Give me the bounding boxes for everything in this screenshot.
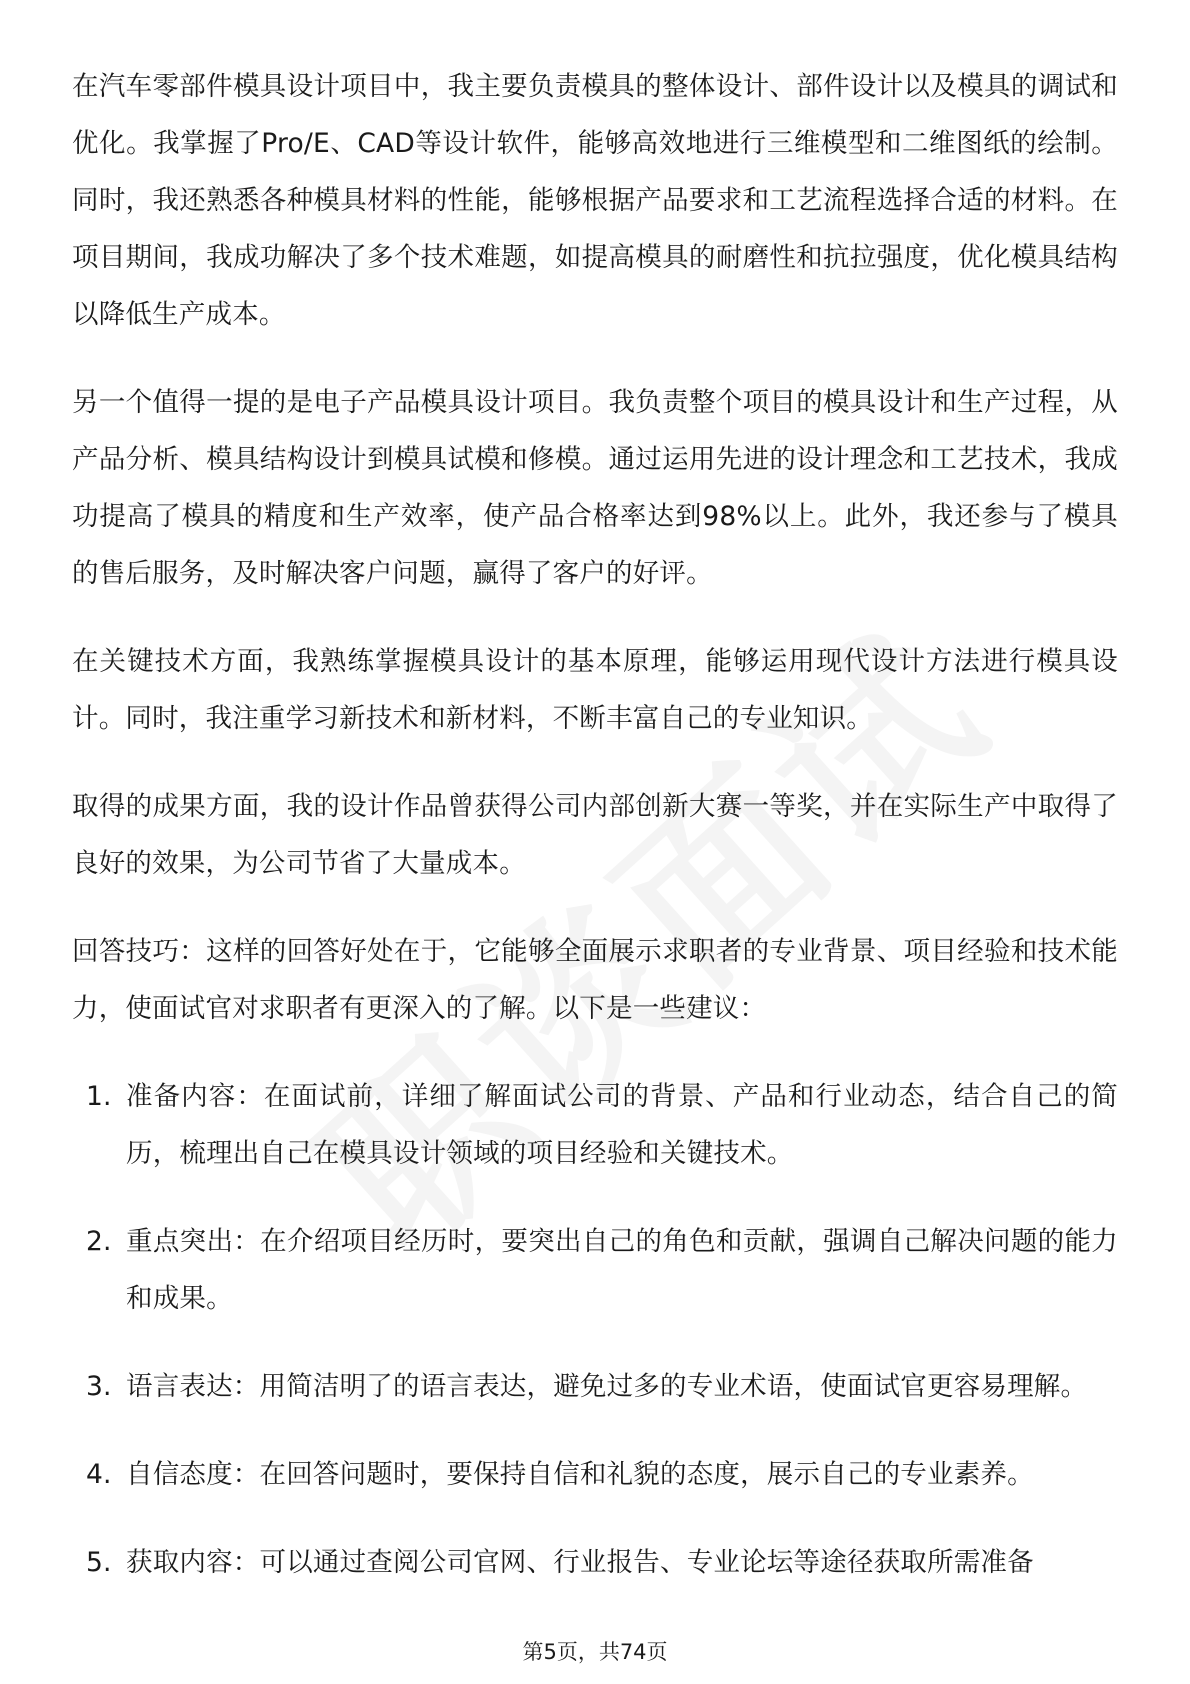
page-number-footer: 第5页，共74页 xyxy=(522,1640,668,1664)
list-item-text: 语言表达：用简洁明了的语言表达，避免过多的专业术语，使面试官更容易理解。 xyxy=(126,1371,1088,1402)
list-item-number: 1. xyxy=(86,1081,112,1112)
list-item xyxy=(72,1068,1118,1182)
list-item-text: 准备内容：在面试前，详细了解面试公司的背景、产品和行业动态，结合自己的简历，梳理出自己在模具设计领域的项目经验和关键技术。 xyxy=(126,1081,1118,1169)
paragraph-answer-tips: 回答技巧：这样的回答好处在于，它能够全面展示求职者的专业背景、项目经验和技术能力，使面试官对求职者有更深入的了解。以下是一些建议： xyxy=(72,936,1118,1024)
page-content xyxy=(72,58,1118,1622)
paragraph-key-technology: 在关键技术方面，我熟练掌握模具设计的基本原理，能够运用现代设计方法进行模具设计。同时，我注重学习新技术和新材料，不断丰富自己的专业知识。 xyxy=(72,646,1118,734)
list-item xyxy=(72,1213,1118,1327)
list-item-number: 3. xyxy=(86,1371,112,1402)
paragraph-achievements: 取得的成果方面，我的设计作品曾获得公司内部创新大赛一等奖，并在实际生产中取得了良好的效果，为公司节省了大量成本。 xyxy=(72,791,1118,879)
list-item-text: 获取内容：可以通过查阅公司官网、行业报告、专业论坛等途径获取所需准备 xyxy=(126,1547,1034,1578)
paragraph-auto-parts-project: 在汽车零部件模具设计项目中，我主要负责模具的整体设计、部件设计以及模具的调试和优化。我掌握了Pro/E、CAD等设计软件，能够高效地进行三维模型和二维图纸的绘制。同时，我还熟悉各种模具材料的性能，能够根据产品要求和工艺流程选择合适的材料。在项目期间，我成功解决了多个技术难题，如提高模具的耐磨性和抗拉强度，优化模具结构以降低生产成本。 xyxy=(72,71,1118,330)
list-item-number: 2. xyxy=(86,1226,112,1257)
list-item xyxy=(72,1534,1118,1591)
list-item-text: 重点突出：在介绍项目经历时，要突出自己的角色和贡献，强调自己解决问题的能力和成果。 xyxy=(126,1226,1118,1314)
list-item xyxy=(72,1358,1118,1415)
list-item xyxy=(72,1446,1118,1503)
list-item-text: 自信态度：在回答问题时，要保持自信和礼貌的态度，展示自己的专业素养。 xyxy=(126,1459,1034,1490)
suggestion-list xyxy=(72,1068,1118,1591)
list-item-number: 4. xyxy=(86,1459,112,1490)
list-item-number: 5. xyxy=(86,1547,112,1578)
paragraph-electronics-project: 另一个值得一提的是电子产品模具设计项目。我负责整个项目的模具设计和生产过程，从产品分析、模具结构设计到模具试模和修模。通过运用先进的设计理念和工艺技术，我成功提高了模具的精度和生产效率，使产品合格率达到98%以上。此外，我还参与了模具的售后服务，及时解决客户问题，赢得了客户的好评。 xyxy=(72,387,1118,589)
